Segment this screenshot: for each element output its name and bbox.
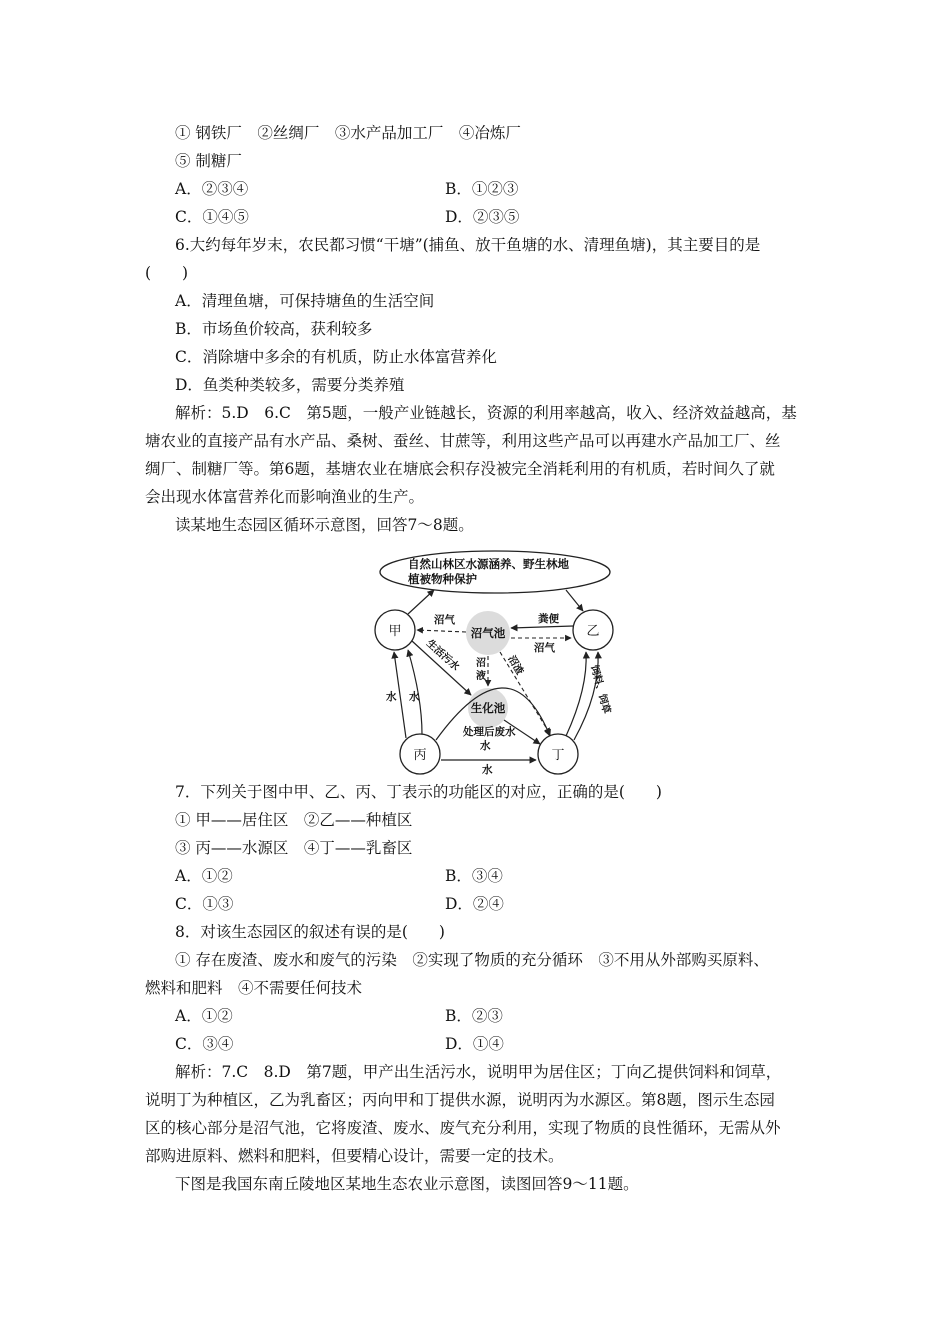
node-ding-label: 丁 xyxy=(551,748,565,763)
q8-choice-a: A．①② xyxy=(175,1007,233,1025)
q5-options-line1: ① 钢铁厂 ②丝绸厂 ③水产品加工厂 ④冶炼厂 xyxy=(175,124,521,142)
q8-choice-b: B．②③ xyxy=(445,1007,503,1025)
analysis-56-line3: 绸厂、制糖厂等。第6题，基塘农业在塘底会积存没被完全消耗利用的有机质，若时间久了就 xyxy=(145,460,775,478)
q6-choice-c: C．消除塘中多余的有机质，防止水体富营养化 xyxy=(175,348,497,366)
bio-pool-label: 生化池 xyxy=(470,701,506,715)
nature-zone-label-2: 植被物种保护 xyxy=(408,572,477,586)
label-slurry-2: 液 xyxy=(476,671,486,682)
arrow-feed-1 xyxy=(566,652,586,736)
nature-zone-label-1: 自然山林区水源涵养、野生林地 xyxy=(408,557,569,571)
q7-choice-c: C．①③ xyxy=(175,895,234,913)
q5-choice-d: D．②③⑤ xyxy=(445,208,520,226)
q7-choice-b: B．③④ xyxy=(445,867,503,885)
label-biogas-right: 沼气 xyxy=(534,642,555,654)
q8-choice-c: C．③④ xyxy=(175,1035,234,1053)
q8-stem: 8．对该生态园区的叙述有误的是( ) xyxy=(175,923,445,941)
q5-choice-a: A．②③④ xyxy=(175,180,249,198)
label-residue: 沼渣 xyxy=(505,654,525,677)
label-water-bottom: 水 xyxy=(482,764,493,776)
label-water-left-2: 水 xyxy=(409,691,420,703)
q5-choice-c: C．①④⑤ xyxy=(175,208,249,226)
q5-choice-b: B．①②③ xyxy=(445,180,519,198)
q5-options-line2: ⑤ 制糖厂 xyxy=(175,152,242,170)
q7-choice-a: A．①② xyxy=(175,867,233,885)
node-yi-label: 乙 xyxy=(586,624,600,639)
q8-choice-d: D．①④ xyxy=(445,1035,504,1053)
analysis-78-line3: 区的核心部分是沼气池，它将废渣、废水、废气充分利用，实现了物质的良性循环，无需从外 xyxy=(145,1119,781,1137)
node-jia-label: 甲 xyxy=(388,624,402,639)
label-treated-water-2: 水 xyxy=(480,740,491,752)
q6-stem-line2: ( ) xyxy=(145,264,189,282)
node-bing-label: 丙 xyxy=(413,748,427,763)
arrow-jia-to-nature xyxy=(408,590,434,614)
analysis-56-line4: 会出现水体富营养化而影响渔业的生产。 xyxy=(145,488,425,506)
analysis-78-line1: 解析：7.C 8.D 第7题，甲产出生活污水，说明甲为居住区；丁向乙提供饲料和饲草， xyxy=(175,1063,782,1081)
analysis-56-line1: 解析：5.D 6.C 第5题，一般产业链越长，资源的利用率越高，收入、经济效益越高，基 xyxy=(175,404,797,422)
analysis-78-line2: 说明丁为种植区，乙为乳畜区；丙向甲和丁提供水源，说明丙为水源区。第8题，图示生态园 xyxy=(145,1091,775,1109)
arrow-biogas-to-jia xyxy=(417,630,466,632)
q6-choice-a: A．清理鱼塘，可保持塘鱼的生活空间 xyxy=(175,292,435,310)
biogas-pool-label: 沼气池 xyxy=(470,626,506,640)
q8-options-line2: 燃料和肥料 ④不需要任何技术 xyxy=(145,979,363,997)
arrow-manure-to-biogas xyxy=(511,626,573,628)
q7-options-line1: ① 甲——居住区 ②乙——种植区 xyxy=(175,811,413,829)
q7-stem: 7．下列关于图中甲、乙、丙、丁表示的功能区的对应，正确的是( ) xyxy=(175,783,662,801)
eco-park-cycle-diagram xyxy=(370,548,620,780)
q8-options-line1: ① 存在废渣、废水和废气的污染 ②实现了物质的充分循环 ③不用从外部购买原料、 xyxy=(175,951,769,969)
arrow-nature-to-yi xyxy=(566,590,583,611)
label-feed: 饲料、饲草 xyxy=(588,663,612,716)
intro-q9-q11: 下图是我国东南丘陵地区某地生态农业示意图，读图回答9～11题。 xyxy=(175,1175,639,1193)
q7-choice-d: D．②④ xyxy=(445,895,504,913)
label-sewage: 生活污水 xyxy=(423,638,462,673)
label-manure: 粪便 xyxy=(538,613,559,625)
analysis-78-line4: 部购进原料、燃料和肥料，但要精心设计，需要一定的技术。 xyxy=(145,1147,564,1165)
label-slurry-1: 沼 xyxy=(476,658,486,669)
q6-stem-line1: 6.大约每年岁末，农民都习惯“干塘”(捕鱼、放干鱼塘的水、清理鱼塘)，其主要目的是 xyxy=(175,236,761,254)
label-biogas-left: 沼气 xyxy=(434,614,455,626)
q7-options-line2: ③ 丙——水源区 ④丁——乳畜区 xyxy=(175,839,413,857)
analysis-56-line2: 塘农业的直接产品有水产品、桑树、蚕丝、甘蔗等，利用这些产品可以再建水产品加工厂、丝 xyxy=(145,432,781,450)
label-treated-water-1: 处理后废水 xyxy=(463,726,516,738)
label-water-left-1: 水 xyxy=(386,691,397,703)
q6-choice-b: B．市场鱼价较高，获利较多 xyxy=(175,320,373,338)
q6-choice-d: D．鱼类种类较多，需要分类养殖 xyxy=(175,376,405,394)
intro-q7-q8: 读某地生态园区循环示意图，回答7～8题。 xyxy=(175,516,474,534)
